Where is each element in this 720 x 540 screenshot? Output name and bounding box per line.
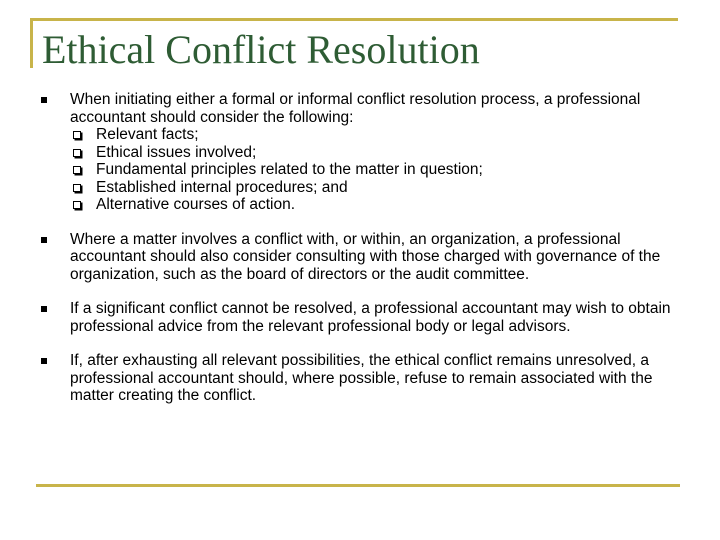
hollow-square-bullet-icon	[73, 131, 81, 139]
slide-content	[40, 91, 680, 405]
sub-bullet-item	[70, 144, 680, 162]
footer-rule	[36, 484, 680, 487]
bullet-point-text: Where a matter involves a conflict with, or within, an organization, a professional accountant should also consider consulting with those charged with governance of the organization, such as the board of directors or the audit committee.	[70, 230, 661, 283]
hollow-square-bullet-icon	[73, 166, 81, 174]
bullet-point-text: If a significant conflict cannot be resolved, a professional accountant may wish to obtain professional advice from the relevant professional body or legal advisors.	[70, 300, 671, 335]
sub-bullet-list	[70, 126, 680, 214]
sub-bullet-text: Relevant facts;	[96, 126, 199, 143]
sub-bullet-item	[70, 161, 680, 179]
bullet-point	[40, 352, 680, 405]
bullet-point	[40, 300, 680, 335]
title-frame-vertical-rule	[30, 18, 33, 68]
hollow-square-bullet-icon	[73, 149, 81, 157]
square-bullet-icon	[41, 358, 47, 364]
bullet-point	[40, 231, 680, 284]
sub-bullet-item	[70, 179, 680, 197]
slide-title: Ethical Conflict Resolution	[42, 27, 480, 72]
sub-bullet-text: Ethical issues involved;	[96, 143, 257, 161]
sub-bullet-text: Established internal procedures; and	[96, 178, 348, 196]
bullet-point-text: If, after exhausting all relevant possibilities, the ethical conflict remains unresolved, a professional accountant should, where possible, refuse to remain associated with the matter creating the conflict.	[70, 352, 653, 404]
sub-bullet-item	[70, 126, 680, 144]
sub-bullet-item	[70, 196, 680, 214]
hollow-square-bullet-icon	[73, 184, 81, 192]
title-frame-horizontal-rule	[30, 18, 678, 21]
bullet-point-text: When initiating either a formal or informal conflict resolution process, a professional accountant should consider the following:	[70, 91, 641, 126]
square-bullet-icon	[41, 237, 47, 243]
bullet-point	[40, 91, 680, 214]
sub-bullet-text: Alternative courses of action.	[96, 196, 296, 213]
hollow-square-bullet-icon	[73, 201, 81, 209]
sub-bullet-text: Fundamental principles related to the matter in question;	[96, 161, 483, 178]
square-bullet-icon	[41, 97, 47, 103]
square-bullet-icon	[41, 306, 47, 312]
